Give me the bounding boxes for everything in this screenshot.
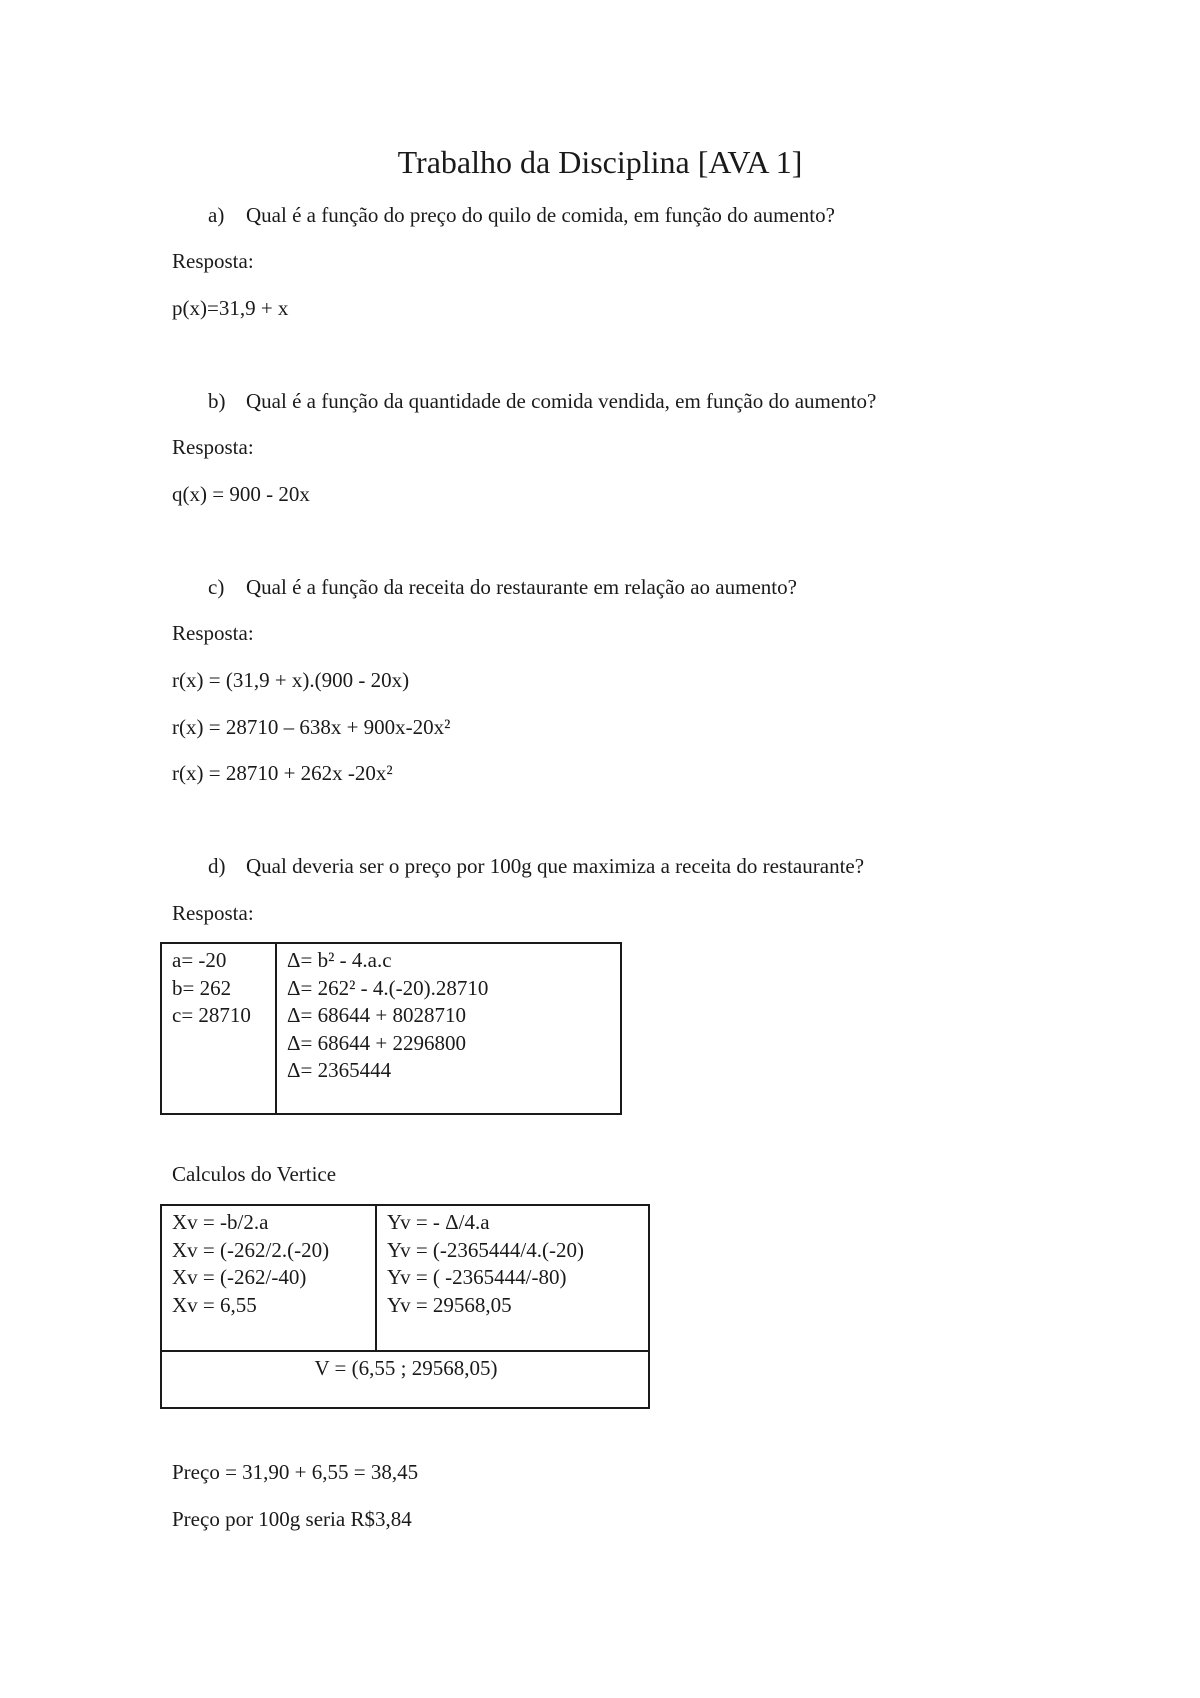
yv-line-1: Yv = - Δ/4.a bbox=[387, 1210, 490, 1234]
vertex-result: V = (6,55 ; 29568,05) bbox=[314, 1356, 498, 1380]
coefficients-cell bbox=[161, 943, 276, 1114]
answer-c-label: Resposta: bbox=[172, 621, 254, 645]
answer-a-label: Resposta: bbox=[172, 249, 254, 273]
question-b-text: Qual é a função da quantidade de comida vendida, em função do aumento? bbox=[246, 389, 877, 413]
xv-line-3: Xv = (-262/-40) bbox=[172, 1265, 307, 1289]
question-a-letter: a) bbox=[208, 203, 225, 227]
final-price-100g: Preço por 100g seria R$3,84 bbox=[172, 1507, 412, 1531]
answer-b-label: Resposta: bbox=[172, 435, 254, 459]
question-c-text: Qual é a função da receita do restaurante em relação ao aumento? bbox=[246, 575, 797, 599]
page-title: Trabalho da Disciplina [AVA 1] bbox=[397, 144, 803, 180]
final-price: Preço = 31,90 + 6,55 = 38,45 bbox=[172, 1460, 419, 1484]
xv-line-4: Xv = 6,55 bbox=[172, 1292, 257, 1317]
coef-c: c= 28710 bbox=[172, 1003, 251, 1027]
question-d-letter: d) bbox=[208, 854, 226, 878]
yv-line-2: Yv = (-2365444/4.(-20) bbox=[387, 1237, 584, 1262]
xv-line-2: Xv = (-262/2.(-20) bbox=[172, 1237, 330, 1262]
yv-line-3: Yv = ( -2365444/-80) bbox=[387, 1265, 567, 1289]
coef-a: a= -20 bbox=[172, 948, 227, 972]
question-b-letter: b) bbox=[208, 389, 226, 413]
xv-cell bbox=[161, 1205, 376, 1351]
question-a-text: Qual é a função do preço do quilo de comida, em função do aumento? bbox=[246, 203, 835, 227]
delta-line-2: Δ= 262² - 4.(-20).28710 bbox=[287, 975, 489, 1000]
yv-cell bbox=[376, 1205, 649, 1351]
answer-d-label: Resposta: bbox=[172, 901, 254, 925]
delta-line-5: Δ= 2365444 bbox=[287, 1058, 392, 1082]
question-b bbox=[208, 387, 876, 415]
answer-a-line-1: p(x)=31,9 + x bbox=[172, 296, 289, 320]
vertex-heading: Calculos do Vertice bbox=[172, 1162, 337, 1186]
answer-b-line-1: q(x) = 900 - 20x bbox=[172, 482, 310, 506]
xv-line-1: Xv = -b/2.a bbox=[172, 1210, 269, 1234]
answer-c-line-3: r(x) = 28710 + 262x -20x² bbox=[172, 761, 393, 785]
answer-c-line-1: r(x) = (31,9 + x).(900 - 20x) bbox=[172, 668, 410, 692]
answer-c-line-2: r(x) = 28710 – 638x + 900x-20x² bbox=[172, 715, 451, 739]
delta-line-1: Δ= b² - 4.a.c bbox=[287, 948, 392, 972]
delta-line-4: Δ= 68644 + 2296800 bbox=[287, 1030, 466, 1055]
delta-table bbox=[160, 942, 622, 1115]
vertex-table bbox=[160, 1204, 650, 1409]
delta-line-3: Δ= 68644 + 8028710 bbox=[287, 1003, 466, 1027]
question-d bbox=[208, 852, 864, 880]
coef-b: b= 262 bbox=[172, 975, 232, 1000]
yv-line-4: Yv = 29568,05 bbox=[387, 1292, 512, 1317]
vertex-result-cell bbox=[161, 1351, 649, 1408]
question-c-letter: c) bbox=[208, 575, 225, 599]
question-a bbox=[208, 201, 835, 229]
delta-cell bbox=[276, 943, 621, 1114]
question-c bbox=[208, 573, 797, 601]
question-d-text: Qual deveria ser o preço por 100g que maximiza a receita do restaurante? bbox=[246, 854, 865, 878]
